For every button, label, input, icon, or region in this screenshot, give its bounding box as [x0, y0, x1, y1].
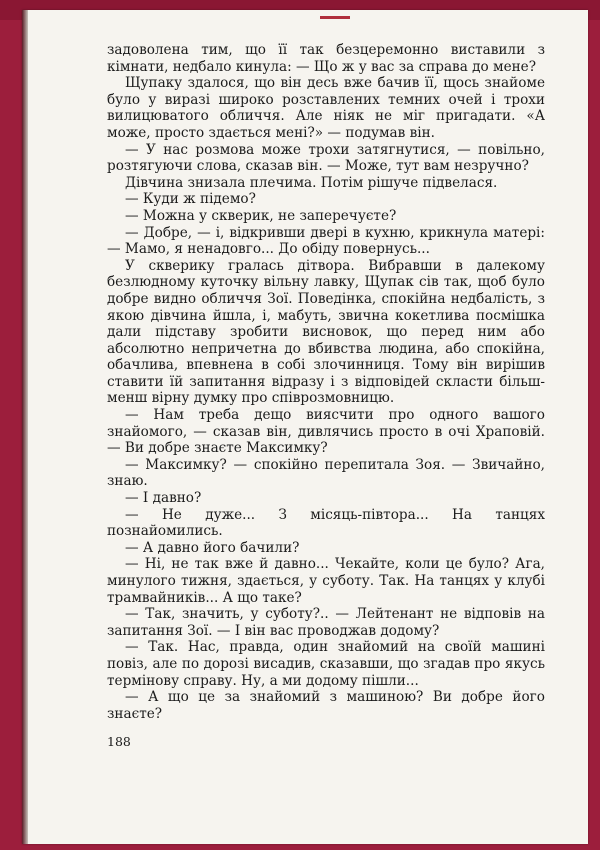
paragraph: — Можна у скверик, не заперечуєте? [125, 207, 397, 224]
paragraph: — Добре, — і, відкривши двері в кухню, крикнула матері: — Мамо, я ненадовго... До обіду повернусь... [107, 224, 545, 258]
paragraph: — А давно його бачили? [125, 539, 300, 556]
paragraph: — Куди ж підемо? [125, 191, 256, 208]
paragraph: — Максимку? — спокійно перепитала Зоя. — Звичайно, знаю. [107, 456, 545, 490]
page-number: 188 [107, 734, 131, 749]
paragraph: — Так, значить, у суботу?.. — Лейтенант не відповів на запитання Зої. — І він вас проводжав додому? [107, 606, 545, 639]
page-top-mark [320, 16, 350, 19]
page-binding-edge [22, 10, 28, 844]
paragraph: задоволена тим, що її так безцеремонно виставили з кімнати, недбало кинула: — Що ж у вас за справа до мене? [107, 42, 545, 75]
paragraph: — Так. Нас, правда, один знайомий на своїй машині повіз, але по дорозі висадив, сказавши, що згадав про якусь термінову справу. Ну, а ми додому пішли... [107, 639, 545, 689]
paragraph: — Нам треба дещо виясчити про одного вашого знайомого, — сказав він, дивлячись просто в очі Храповій. — Ви добре знаєте Максимку? [107, 407, 545, 457]
text-column [107, 42, 545, 722]
paragraph: — Ні, не так вже й давно... Чекайте, коли це було? Ага, минулого тижня, здається, у суботу. Так. На танцях у клубі трамвайників... А що таке? [107, 556, 545, 606]
paragraph: Дівчина знизала плечима. Потім рішуче підвелася. [125, 174, 498, 191]
paragraph: — І давно? [125, 490, 202, 507]
paragraph: — Не дуже... З місяць-півтора... На танцях познайомились. [107, 506, 545, 540]
paragraph: — А що це за знайомий з машиною? Ви добре його знаєте? [107, 689, 545, 722]
paragraph: — У нас розмова може трохи затягнутися, — повільно, розтягуючи слова, сказав він. — Може, тут вам незручно? [107, 141, 545, 175]
paragraph: Щупаку здалося, що він десь вже бачив її, щось знайоме було у виразі широко розставлених темних очей і трохи вилицюватого обличчя. Але ніяк не міг пригадати. «А може, просто здається мені?» — подумав він. [107, 75, 545, 141]
paragraph: У скверику гралась дітвора. Вибравши в далекому безлюдному куточку вільну лавку, Щупак сів так, щоб було добре видно обличчя Зої. Поведінка, спокійна недбалість, з якою дівчина йшла, і, мабуть, звична кокетлива посмішка дали підставу зробити висновок, що перед ним або абсолютно непричетна до вбивства людина, або спокійна, обачлива, впевнена в собі злочинниця. Тому він вирішив ставити їй запитання відразу і з відповідей скласти більш-менш вірну думку про співрозмовницю. [107, 257, 545, 407]
